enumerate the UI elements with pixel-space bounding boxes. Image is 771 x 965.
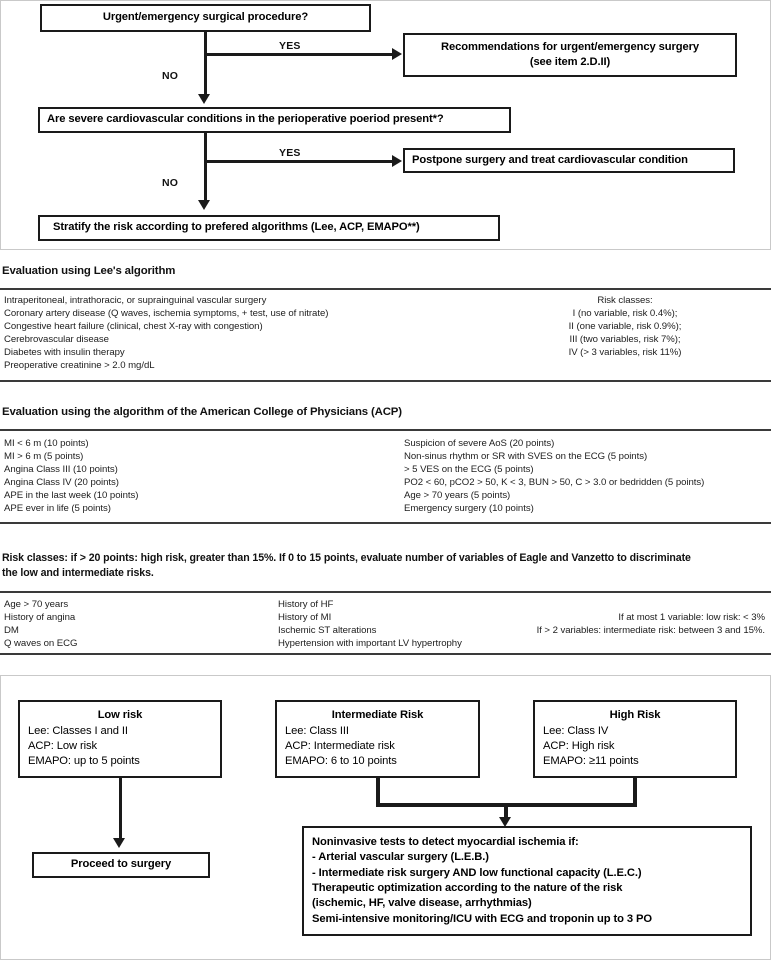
edge-label-yes-1: YES xyxy=(279,40,301,52)
lee-criteria-item: Coronary artery disease (Q waves, ischemia symptoms, + test, use of nitrate) xyxy=(4,308,329,320)
lee-criteria-item: Preoperative creatinine > 2.0 mg/dL xyxy=(4,360,155,372)
lee-table-top-rule xyxy=(0,288,771,290)
eagle-variable: History of MI xyxy=(278,612,332,624)
box-high-risk-title: High Risk xyxy=(609,709,661,722)
risk-classes-note-line: the low and intermediate risks. xyxy=(2,567,154,579)
eagle-table-top-rule xyxy=(0,591,771,593)
acp-right-item: Emergency surgery (10 points) xyxy=(404,503,534,515)
connector-high-down xyxy=(633,778,637,804)
connector-q2-down xyxy=(204,133,207,202)
noninvasive-line: Semi-intensive monitoring/ICU with ECG and troponin up to 3 PO xyxy=(312,912,652,925)
eagle-variable: History of HF xyxy=(278,599,334,610)
lee-criteria-item: Congestive heart failure (clinical, chest X-ray with congestion) xyxy=(4,321,263,333)
box-high-risk-line: ACP: High risk xyxy=(543,740,615,752)
lee-risk-classes-heading: Risk classes: xyxy=(597,295,653,306)
box-intermediate-risk[interactable] xyxy=(275,700,480,778)
recommendations-line-1: Recommendations for urgent/emergency surgery xyxy=(441,40,699,53)
box-low-risk-line: EMAPO: up to 5 points xyxy=(28,755,140,768)
arrowhead-q2-to-stratify xyxy=(198,200,210,210)
acp-left-item: MI > 6 m (5 points) xyxy=(4,451,84,463)
box-urgent-emergency-text: Urgent/emergency surgical procedure? xyxy=(102,11,309,24)
eagle-column-2 xyxy=(278,598,462,650)
box-stratify-risk-text: Stratify the risk according to prefered algorithms (Lee, ACP, EMAPO**) xyxy=(53,221,420,234)
box-recommendations-urgent-surgery[interactable] xyxy=(403,33,737,77)
acp-right-item: Age > 70 years (5 points) xyxy=(404,490,511,502)
box-intermediate-risk-line: Lee: Class III xyxy=(285,724,349,737)
acp-right-item: PO2 < 60, pCO2 > 50, K < 3, BUN > 50, C > 3.0 or bedridden (5 points) xyxy=(404,477,705,489)
lee-criteria-list xyxy=(4,294,328,373)
lee-risk-class-item: I (no variable, risk 0.4%); xyxy=(572,308,678,320)
risk-classes-note-line: Risk classes: if > 20 points: high risk, greater than 15%. If 0 to 15 points, evaluate number of variables of Eagle and Vanzetto to discriminate xyxy=(2,552,691,564)
noninvasive-line: Therapeutic optimization according to the nature of the risk xyxy=(312,882,623,894)
eagle-table-bottom-rule xyxy=(0,653,771,655)
edge-label-no-1: NO xyxy=(162,70,179,82)
box-high-risk-line: Lee: Class IV xyxy=(543,724,609,737)
acp-left-item: APE ever in life (5 points) xyxy=(4,503,111,515)
box-severe-cv-conditions-question[interactable] xyxy=(38,107,511,133)
eagle-column-1 xyxy=(4,598,77,650)
eagle-variable: History of angina xyxy=(4,612,76,624)
arrowhead-q2-yes xyxy=(392,155,402,167)
noninvasive-line: - Intermediate risk surgery AND low functional capacity (L.E.C.) xyxy=(312,866,642,879)
acp-right-column xyxy=(404,437,704,516)
recommendations-line-2: (see item 2.D.II) xyxy=(529,56,611,68)
noninvasive-line: Noninvasive tests to detect myocardial ischemia if: xyxy=(312,835,579,848)
lee-risk-class-item: II (one variable, risk 0.9%); xyxy=(568,321,682,333)
acp-section-title: Evaluation using the algorithm of the American College of Physicians (ACP) xyxy=(2,406,402,418)
risk-classes-note xyxy=(2,551,771,581)
eagle-column-3 xyxy=(455,611,765,637)
acp-left-item: APE in the last week (10 points) xyxy=(4,490,139,502)
box-proceed-to-surgery-text: Proceed to surgery xyxy=(70,858,172,871)
box-low-risk-line: Lee: Classes I and II xyxy=(28,724,128,737)
arrowhead-q1-yes xyxy=(392,48,402,60)
edge-label-no-2: NO xyxy=(162,177,179,189)
box-severe-cv-conditions-text: Are severe cardiovascular conditions in the perioperative poeriod present*? xyxy=(47,113,444,126)
box-intermediate-risk-line: ACP: Intermediate risk xyxy=(285,740,395,752)
lee-criteria-item: Intraperitoneal, intrathoracic, or suprainguinal vascular surgery xyxy=(4,295,267,306)
connector-intermediate-down xyxy=(376,778,380,804)
box-proceed-to-surgery[interactable] xyxy=(32,852,210,878)
connector-low-risk-down xyxy=(119,778,122,840)
connector-q1-down xyxy=(204,32,207,95)
eagle-variable: Age > 70 years xyxy=(4,599,69,610)
box-postpone-surgery[interactable] xyxy=(403,148,735,173)
noninvasive-line: (ischemic, HF, valve disease, arrhythmias) xyxy=(312,897,532,910)
connector-q1-yes xyxy=(205,53,393,56)
eagle-risk-rule: If > 2 variables: intermediate risk: between 3 and 15%. xyxy=(536,625,765,637)
box-intermediate-risk-title: Intermediate Risk xyxy=(331,709,424,722)
box-high-risk[interactable] xyxy=(533,700,737,778)
acp-table-bottom-rule xyxy=(0,522,771,524)
eagle-variable: Q waves on ECG xyxy=(4,638,78,650)
box-noninvasive-tests[interactable] xyxy=(302,826,752,936)
box-postpone-surgery-text: Postpone surgery and treat cardiovascular condition xyxy=(412,153,688,166)
lee-risk-class-item: III (two variables, risk 7%); xyxy=(569,334,681,346)
arrowhead-low-risk-to-proceed xyxy=(113,838,125,848)
lee-criteria-item: Diabetes with insulin therapy xyxy=(4,347,125,359)
acp-right-item: Suspicion of severe AoS (20 points) xyxy=(404,438,555,449)
eagle-risk-rule: If at most 1 variable: low risk: < 3% xyxy=(618,612,765,623)
eagle-variable: Ischemic ST alterations xyxy=(278,625,377,637)
eagle-variable: DM xyxy=(4,625,19,637)
acp-right-item: > 5 VES on the ECG (5 points) xyxy=(404,464,534,476)
acp-left-column xyxy=(4,437,138,516)
lee-risk-classes-list xyxy=(510,294,740,359)
box-urgent-emergency-question[interactable] xyxy=(40,4,371,32)
acp-table-top-rule xyxy=(0,429,771,431)
acp-right-item: Non-sinus rhythm or SR with SVES on the ECG (5 points) xyxy=(404,451,648,463)
box-stratify-risk[interactable] xyxy=(38,215,500,241)
lee-criteria-item: Cerebrovascular disease xyxy=(4,334,109,346)
arrowhead-q1-to-q2 xyxy=(198,94,210,104)
box-low-risk-title: Low risk xyxy=(97,709,143,722)
eagle-variable: Hypertension with important LV hypertrophy xyxy=(278,638,462,650)
lee-table-bottom-rule xyxy=(0,380,771,382)
noninvasive-line: - Arterial vascular surgery (L.E.B.) xyxy=(312,851,489,864)
box-high-risk-line: EMAPO: ≥11 points xyxy=(543,755,639,768)
acp-left-item: Angina Class III (10 points) xyxy=(4,464,118,476)
box-intermediate-risk-line: EMAPO: 6 to 10 points xyxy=(285,755,397,768)
box-low-risk-line: ACP: Low risk xyxy=(28,740,97,752)
box-low-risk[interactable] xyxy=(18,700,222,778)
lee-risk-class-item: IV (> 3 variables, risk 11%) xyxy=(568,347,682,359)
lee-section-title: Evaluation using Lee's algorithm xyxy=(2,265,176,277)
edge-label-yes-2: YES xyxy=(279,147,301,159)
acp-left-item: Angina Class IV (20 points) xyxy=(4,477,119,489)
acp-left-item: MI < 6 m (10 points) xyxy=(4,438,89,449)
connector-q2-yes xyxy=(205,160,393,163)
